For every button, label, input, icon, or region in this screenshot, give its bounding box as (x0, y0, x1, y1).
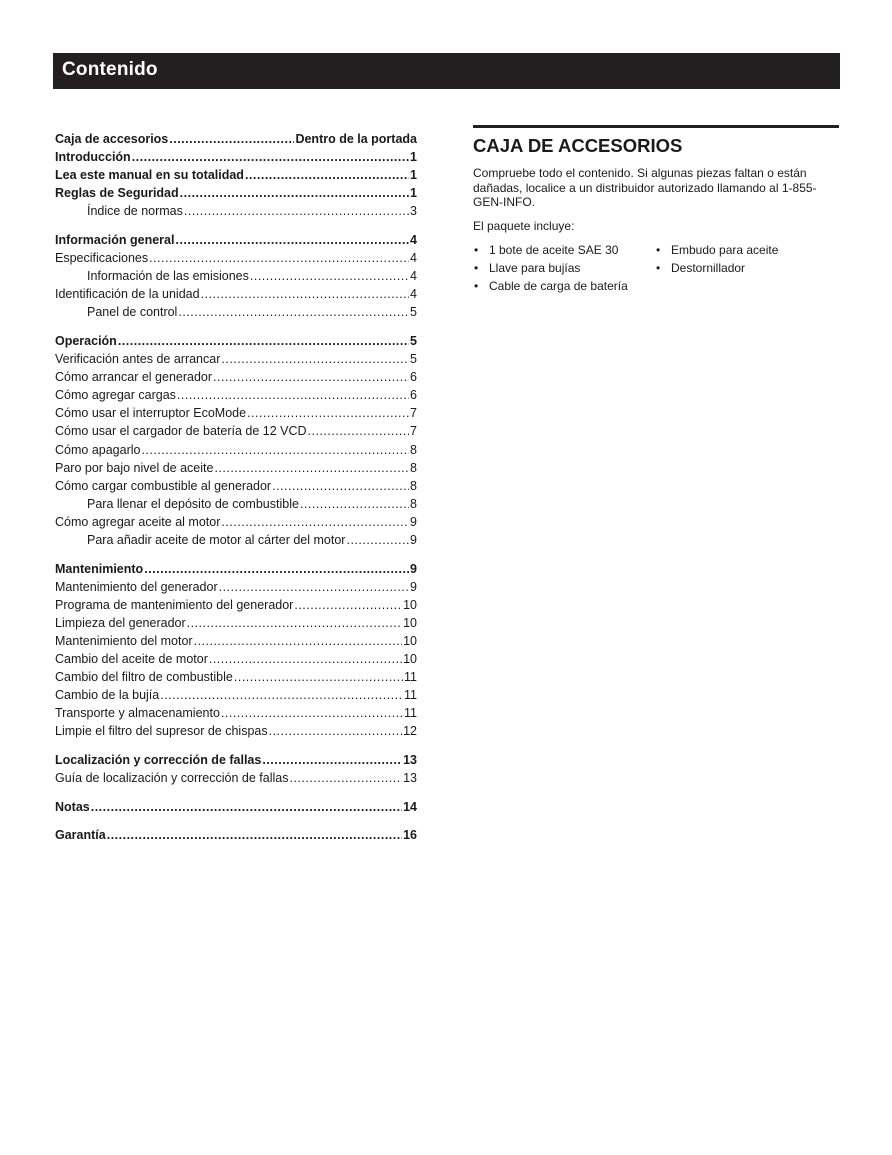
toc-dot-leader (187, 614, 402, 632)
toc-page-number: 8 (410, 442, 417, 457)
toc-dot-leader (245, 166, 409, 184)
toc-dot-leader (214, 459, 409, 477)
accessory-item-label: 1 bote de aceite SAE 30 (489, 243, 619, 257)
toc-entry-label: Mantenimiento del generador (55, 579, 218, 594)
accessories-list-column-1 (473, 241, 655, 295)
toc-dot-leader (177, 386, 409, 404)
toc-dot-leader (141, 441, 409, 459)
toc-entry (55, 231, 417, 249)
toc-dot-leader (219, 578, 409, 596)
toc-group (55, 751, 417, 787)
toc-entry (55, 422, 417, 440)
toc-page-number: 7 (410, 424, 417, 439)
toc-entry (55, 751, 417, 769)
toc-dot-leader (234, 668, 403, 686)
toc-entry-label: Garantía (55, 828, 106, 843)
toc-page-number: 12 (403, 724, 417, 739)
toc-entry-label: Lea este manual en su totalidad (55, 168, 244, 183)
toc-page-number: 8 (410, 460, 417, 475)
toc-group (55, 231, 417, 321)
toc-entry-label: Transporte y almacenamiento (55, 706, 220, 721)
toc-entry-label: Cómo arrancar el generador (55, 370, 213, 385)
toc-entry (55, 441, 417, 459)
toc-entry-label: Mantenimiento del motor (55, 633, 193, 648)
toc-page-number: 11 (404, 706, 417, 721)
toc-dot-leader (201, 285, 409, 303)
toc-entry (55, 560, 417, 578)
toc-entry-label: Información de las emisiones (87, 269, 249, 284)
toc-entry (55, 668, 417, 686)
toc-dot-leader (118, 332, 409, 350)
toc-dot-leader (180, 184, 409, 202)
toc-entry-label: Reglas de Seguridad (55, 186, 179, 201)
toc-entry (55, 404, 417, 422)
toc-entry-label: Información general (55, 232, 175, 247)
toc-page-number: 9 (410, 514, 417, 529)
accessory-item-label: Cable de carga de batería (489, 279, 628, 293)
toc-entry-label: Cómo agregar aceite al motor (55, 514, 221, 529)
toc-entry (55, 632, 417, 650)
package-includes-label: El paquete incluye: (473, 218, 575, 233)
toc-entry (55, 477, 417, 495)
toc-entry-label: Cómo apagarlo (55, 442, 141, 457)
toc-page-number: 10 (403, 633, 417, 648)
accessory-item (473, 277, 655, 295)
toc-entry-label: Operación (55, 333, 117, 348)
toc-entry-label: Cómo agregar cargas (55, 388, 176, 403)
toc-entry (55, 184, 417, 202)
accessories-box-section (473, 125, 839, 295)
toc-entry (55, 531, 417, 549)
toc-dot-leader (269, 722, 402, 740)
bullet-icon: • (474, 279, 479, 293)
toc-page-number: 13 (403, 753, 417, 767)
toc-entry (55, 596, 417, 614)
toc-page-number: 3 (410, 204, 417, 219)
toc-entry (55, 148, 417, 166)
toc-group (55, 332, 417, 549)
toc-page-number: 9 (410, 561, 417, 576)
toc-entry-label: Especificaciones (55, 251, 149, 266)
toc-entry-label: Caja de accesorios (55, 132, 169, 146)
accessory-item-label: Llave para bujías (489, 261, 581, 275)
toc-group (55, 130, 417, 220)
toc-dot-leader (178, 303, 409, 321)
toc-entry-label: Para añadir aceite de motor al cárter del motor (87, 532, 346, 547)
toc-page-number: 9 (410, 579, 417, 594)
toc-dot-leader (221, 350, 409, 368)
toc-group (55, 560, 417, 741)
bullet-icon: • (656, 261, 661, 275)
toc-page-number: 6 (410, 388, 417, 403)
toc-page-number: 8 (410, 496, 417, 511)
toc-dot-leader (107, 826, 402, 844)
toc-dot-leader (184, 202, 409, 220)
toc-page-number: 4 (410, 251, 417, 266)
toc-dot-leader (91, 798, 402, 816)
toc-entry (55, 798, 417, 816)
toc-entry-label: Cómo usar el cargador de batería de 12 VCD (55, 424, 307, 439)
toc-entry (55, 578, 417, 596)
toc-entry-label: Verificación antes de arrancar (55, 352, 221, 367)
toc-entry-label: Cambio de la bujía (55, 688, 160, 703)
toc-entry (55, 386, 417, 404)
toc-entry-label: Identificación de la unidad (55, 287, 200, 302)
toc-entry-label: Paro por bajo nivel de aceite (55, 460, 214, 475)
contents-header-bar (53, 53, 840, 89)
toc-entry-label: Localización y corrección de fallas (55, 753, 262, 767)
accessory-item (655, 241, 778, 259)
toc-entry-label: Limpieza del generador (55, 615, 186, 630)
toc-entry (55, 650, 417, 668)
toc-page-number: 9 (410, 532, 417, 547)
toc-page-number: 5 (410, 333, 417, 348)
toc-dot-leader (213, 368, 409, 386)
accessories-lists (473, 241, 839, 295)
toc-page-number: 1 (410, 186, 417, 201)
toc-dot-leader (221, 513, 409, 531)
toc-entry-label: Cambio del aceite de motor (55, 652, 208, 667)
toc-group (55, 826, 417, 844)
toc-entry-label: Guía de localización y corrección de fallas (55, 771, 289, 786)
toc-dot-leader (346, 531, 409, 549)
toc-dot-leader (250, 267, 409, 285)
toc-dot-leader (247, 404, 409, 422)
toc-page-number: 11 (404, 688, 417, 703)
toc-entry (55, 166, 417, 184)
toc-page-number: 4 (410, 287, 417, 302)
accessories-description: Compruebe todo el contenido. Si algunas piezas faltan o están dañadas, localice a un distribuidor autorizado llamando al 1-855-GEN-INFO. (473, 166, 817, 209)
toc-group (55, 798, 417, 816)
toc-dot-leader (308, 422, 410, 440)
toc-entry (55, 826, 417, 844)
contents-title: Contenido (62, 59, 158, 80)
toc-dot-leader (272, 477, 409, 495)
accessory-item-label: Destornillador (671, 261, 746, 275)
toc-entry (55, 769, 417, 787)
toc-entry-label: Introducción (55, 150, 131, 165)
toc-dot-leader (149, 249, 409, 267)
toc-entry (55, 303, 417, 321)
toc-entry-label: Cambio del filtro de combustible (55, 670, 233, 685)
toc-dot-leader (132, 148, 409, 166)
accessory-item (473, 259, 655, 277)
toc-page-number: 1 (410, 168, 417, 183)
toc-entry (55, 722, 417, 740)
bullet-icon: • (656, 243, 661, 257)
toc-entry-label: Índice de normas (87, 204, 183, 219)
toc-dot-leader (144, 560, 409, 578)
toc-dot-leader (300, 495, 409, 513)
toc-page-number: 1 (410, 150, 417, 165)
bullet-icon: • (474, 261, 479, 275)
table-of-contents (55, 130, 417, 855)
toc-entry (55, 495, 417, 513)
toc-entry-label: Cómo cargar combustible al generador (55, 478, 272, 493)
toc-entry (55, 513, 417, 531)
toc-entry (55, 368, 417, 386)
toc-entry (55, 332, 417, 350)
accessories-list-column-2 (655, 241, 778, 295)
toc-entry-label: Panel de control (87, 305, 178, 320)
toc-page-number: 10 (403, 597, 417, 612)
toc-dot-leader (294, 596, 402, 614)
toc-dot-leader (209, 650, 402, 668)
toc-entry (55, 249, 417, 267)
toc-page-number: 7 (410, 406, 417, 421)
toc-page-number: 4 (410, 232, 417, 247)
toc-entry-label: Programa de mantenimiento del generador (55, 597, 294, 612)
accessory-item (655, 259, 778, 277)
toc-entry (55, 350, 417, 368)
toc-dot-leader (175, 231, 409, 249)
toc-entry (55, 686, 417, 704)
toc-entry-label: Notas (55, 799, 90, 814)
toc-page-number: 5 (410, 305, 417, 320)
accessory-item-label: Embudo para aceite (671, 243, 779, 257)
toc-dot-leader (169, 130, 294, 148)
toc-page-number: 5 (410, 352, 417, 367)
toc-entry (55, 459, 417, 477)
bullet-icon: • (474, 243, 479, 257)
toc-page-number: 10 (403, 615, 417, 630)
toc-dot-leader (160, 686, 403, 704)
accessories-title: CAJA DE ACCESORIOS (473, 135, 683, 156)
toc-entry-label: Mantenimiento (55, 561, 144, 576)
toc-entry-label: Para llenar el depósito de combustible (87, 496, 299, 511)
toc-entry (55, 130, 417, 148)
toc-page-number: 11 (404, 670, 417, 685)
toc-dot-leader (221, 704, 403, 722)
toc-page-number: 8 (410, 478, 417, 493)
toc-page-number: Dentro de la portada (295, 132, 417, 146)
toc-entry-label: Limpie el filtro del supresor de chispas (55, 724, 268, 739)
toc-page-number: 4 (410, 269, 417, 284)
toc-dot-leader (262, 751, 402, 769)
toc-page-number: 10 (403, 652, 417, 667)
toc-page-number: 6 (410, 370, 417, 385)
toc-page-number: 16 (403, 828, 417, 843)
accessory-item (473, 241, 655, 259)
toc-entry (55, 202, 417, 220)
toc-entry-label: Cómo usar el interruptor EcoMode (55, 406, 247, 421)
toc-page-number: 13 (403, 771, 417, 786)
toc-entry (55, 285, 417, 303)
toc-entry (55, 267, 417, 285)
toc-dot-leader (289, 769, 402, 787)
toc-entry (55, 704, 417, 722)
toc-entry (55, 614, 417, 632)
toc-page-number: 14 (403, 799, 417, 814)
toc-dot-leader (194, 632, 403, 650)
